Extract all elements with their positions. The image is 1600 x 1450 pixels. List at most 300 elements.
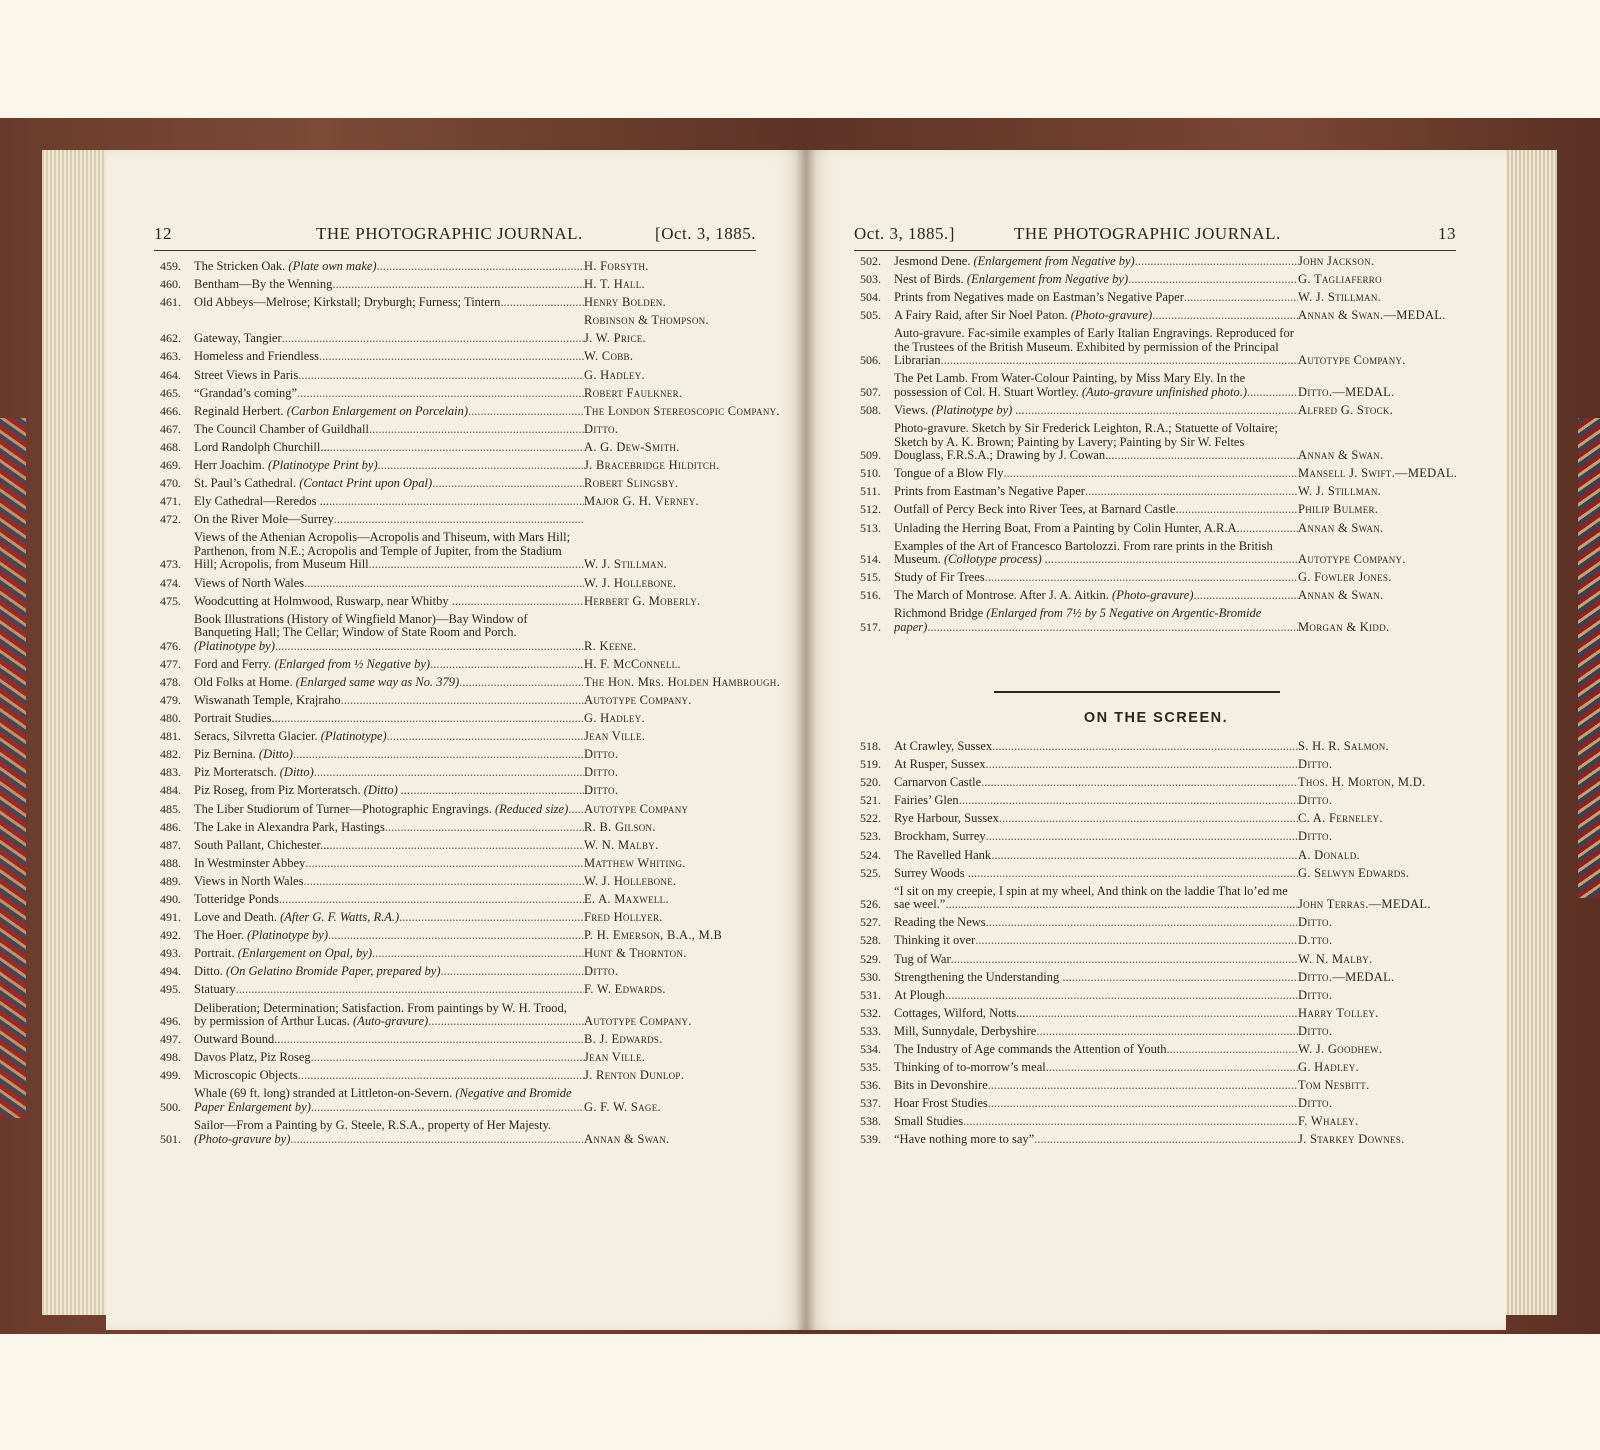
entry-note: (Ditto) — [279, 766, 314, 780]
entry-number: 534. — [860, 1042, 881, 1056]
exhibitor-name: Ditto. — [1298, 793, 1333, 808]
exhibitor-name: Autotype Company. — [1298, 552, 1406, 567]
issue-date: [Oct. 3, 1885. — [655, 224, 756, 243]
entry-title-text: The Liber Studiorum of Turner—Photographic Engravings. — [194, 802, 492, 816]
list-item — [160, 839, 766, 853]
exhibitor-name: P. H. Emerson, B.A., M.B — [584, 928, 723, 943]
entry-title — [894, 1043, 1298, 1057]
entry-title-text: Totteridge Ponds — [194, 893, 279, 906]
entry-title-text: Prints from Eastman’s Negative Paper — [894, 485, 1085, 499]
entry-number: 488. — [160, 855, 181, 870]
entry-title-text: “Have nothing more to say” — [894, 1133, 1035, 1147]
list-item — [160, 1069, 766, 1083]
entry-title — [194, 947, 584, 961]
exhibitor-name: Autotype Company — [584, 801, 689, 816]
entry-title-text: Hoar Frost Studies — [894, 1097, 988, 1111]
entry-number: 460. — [160, 277, 181, 292]
exhibitor-name: G. Hadley. — [584, 711, 645, 726]
entry-title-text: Bits in Devonshire — [894, 1079, 988, 1093]
entry-title — [194, 658, 584, 672]
entry-title — [194, 803, 584, 817]
entry-title-text: Outfall of Percy Beck into River Tees, at Barnard Castle — [894, 503, 1176, 517]
entry-title — [194, 929, 584, 943]
list-item — [160, 296, 766, 310]
entry-title — [894, 1025, 1298, 1039]
entry-title — [194, 1119, 584, 1146]
list-item — [860, 291, 1466, 305]
entry-number: 476. — [160, 638, 181, 653]
entry-number: 483. — [160, 765, 181, 780]
section-rule — [994, 691, 1280, 693]
entry-title — [894, 812, 1298, 826]
entry-title — [894, 776, 1298, 790]
entry-title — [894, 309, 1298, 323]
exhibitor-name: Ditto. — [584, 747, 619, 762]
entry-title-text: Jesmond Dene. — [894, 255, 971, 268]
entry-title — [894, 1007, 1298, 1021]
entry-number: 511. — [860, 484, 881, 499]
entry-note: (Photo-gravure) — [1070, 309, 1153, 323]
entry-title — [194, 748, 584, 762]
entry-title — [894, 794, 1298, 808]
exhibitor-name: Ditto. — [1298, 987, 1333, 1002]
entry-note: (Enlarged same way as No. 379) — [295, 675, 460, 689]
entry-title-text: Homeless and Friendless — [194, 350, 319, 364]
list-item — [860, 740, 1466, 754]
entry-number: 478. — [160, 674, 181, 689]
exhibitor-name: Tom Nesbitt. — [1298, 1078, 1370, 1093]
entry-note: (Ditto) ... — [363, 784, 411, 798]
entry-number: 504. — [860, 290, 881, 305]
list-item — [160, 694, 766, 708]
entry-note: (Enlargement from Negative by) — [973, 255, 1135, 268]
entry-number: 508. — [860, 403, 881, 418]
exhibitor-name: Ditto. — [584, 421, 619, 436]
entry-note: (Plate own make) — [288, 260, 377, 273]
exhibitor-name: D.tto. — [1298, 933, 1333, 948]
exhibitor-name: Ditto. — [1298, 1023, 1333, 1038]
list-item — [160, 983, 766, 997]
exhibitor-name: Ditto.—MEDAL. — [1298, 384, 1395, 399]
entry-number: 479. — [160, 692, 181, 707]
entry-title — [194, 477, 584, 491]
section-title: ON THE SCREEN. — [1083, 710, 1229, 726]
exhibitor-name: G. Selwyn Edwards. — [1298, 865, 1410, 880]
entry-title-text: “I sit on my creepie, I spin at my wheel, And think on the laddie That lo’ed me sae weel.” — [894, 884, 1288, 912]
entry-number: 490. — [160, 892, 181, 906]
exhibitor-name: Hunt & Thornton. — [584, 946, 687, 961]
entry-title-text: Davos Platz, Piz Roseg — [194, 1051, 311, 1065]
entry-number: 503. — [860, 272, 881, 287]
entry-title-text: The Hoer. — [194, 929, 244, 943]
entry-title — [194, 857, 584, 871]
list-item — [160, 893, 766, 907]
list-item — [160, 387, 766, 401]
list-item — [860, 916, 1466, 930]
entry-title-text: Auto-gravure. Fac-simile examples of Early Italian Engravings. Reproduced for the Trustees of the British Museum. Exhibited by permission of the Principal Librarian — [894, 327, 1294, 368]
entry-title — [194, 531, 584, 572]
entry-number: 498. — [160, 1050, 181, 1065]
marbled-endpaper-right — [1578, 418, 1600, 898]
book-gutter — [796, 150, 816, 1330]
entry-title-text: Seracs, Silvretta Glacier. — [194, 730, 318, 744]
exhibitor-name: G. Hadley. — [584, 367, 645, 382]
entry-title-text: Wiswanath Temple, Krajraho — [194, 693, 341, 707]
exhibitor-name: A. Donald. — [1298, 847, 1360, 862]
exhibitor-name: W. J. Hollebone. — [584, 575, 677, 590]
entry-title-text: Street Views in Paris — [194, 368, 299, 382]
entry-note: (Ditto) — [258, 748, 293, 762]
entry-number: 510. — [860, 466, 881, 481]
entry-number: 524. — [860, 847, 881, 862]
list-item — [160, 278, 766, 292]
entry-title — [894, 404, 1298, 418]
running-title: THE PHOTOGRAPHIC JOURNAL. — [1014, 224, 1281, 243]
exhibitor-name: H. Forsyth. — [584, 259, 649, 273]
exhibitor-name: S. H. R. Salmon. — [1298, 739, 1389, 753]
entry-title-text: Reading the News — [894, 916, 986, 930]
exhibitor-name: A. G. Dew-Smith. — [584, 439, 680, 454]
entry-title — [894, 971, 1298, 985]
entry-title-text: Deliberation; Determination; Satisfaction. From paintings by W. H. Trood, by permission of Arthur Lucas. — [194, 1001, 567, 1029]
entry-title — [894, 327, 1298, 368]
exhibitor-name: Autotype Company. — [1298, 353, 1406, 368]
entry-title — [194, 1069, 584, 1083]
entry-title-text: Brockham, Surrey — [894, 830, 986, 844]
list-item — [860, 571, 1466, 585]
entry-title — [194, 911, 584, 925]
list-item — [860, 372, 1466, 399]
list-item — [860, 758, 1466, 772]
entry-title — [194, 839, 584, 853]
list-item — [160, 929, 766, 943]
list-item — [160, 613, 766, 654]
list-item — [160, 730, 766, 744]
exhibitor-name: The London Stereoscopic Company. — [584, 403, 780, 418]
list-item — [160, 1051, 766, 1065]
exhibitor-name: B. J. Edwards. — [584, 1032, 663, 1047]
marbled-endpaper-left — [0, 418, 26, 1118]
exhibitor-name: H. T. Hall. — [584, 277, 645, 292]
list-item — [860, 255, 1466, 269]
entry-title-text: The Council Chamber of Guildhall — [194, 422, 369, 436]
entry-number: 465. — [160, 385, 181, 400]
right-page — [806, 150, 1506, 1330]
exhibitor-name: W. Cobb. — [584, 349, 634, 364]
entry-title — [894, 467, 1298, 481]
entry-title — [194, 676, 584, 690]
entry-number: 520. — [860, 775, 881, 790]
entry-title-text: Views of the Athenian Acropolis—Acropolis and Thiseum, with Mars Hill; Parthenon, from N.E.; Acropolis and Temple of Jupiter, from the Stadium Hill; Acropolis, from Museum Hill — [194, 531, 571, 572]
entry-title — [194, 405, 584, 419]
list-item — [160, 477, 766, 491]
entry-title-text: Bentham—By the Wenning — [194, 278, 333, 292]
entry-number: 527. — [860, 915, 881, 930]
entry-title — [194, 513, 584, 527]
list-item — [860, 867, 1466, 881]
entry-title — [894, 503, 1298, 517]
entry-title-text: Portrait. — [194, 947, 235, 961]
exhibitor-name: Henry Bolden. — [584, 295, 667, 310]
entry-title — [194, 965, 584, 979]
entry-note: (Platinotype by) — [194, 638, 275, 653]
entry-number: 517. — [860, 619, 881, 634]
list-item — [860, 404, 1466, 418]
list-item — [160, 260, 766, 274]
entry-title — [194, 332, 584, 346]
entry-number: 515. — [860, 570, 881, 585]
entry-number: 513. — [860, 520, 881, 535]
list-item — [860, 776, 1466, 790]
entry-title — [894, 571, 1298, 585]
list-item — [860, 885, 1466, 912]
entry-title — [194, 613, 584, 654]
exhibitor-name: W. N. Malby. — [584, 837, 659, 852]
entry-title-text: Thinking it over — [894, 934, 976, 948]
list-item — [860, 1115, 1466, 1129]
entry-number: 462. — [160, 331, 181, 346]
entry-title-text: Piz Roseg, from Piz Morteratsch. — [194, 784, 361, 798]
entry-title-text: Microscopic Objects — [194, 1069, 298, 1083]
entry-title-text: “Grandad’s coming” — [194, 386, 298, 400]
entry-note: (Negative and Bromide Paper Enlargement by) — [194, 1087, 572, 1114]
entry-title — [194, 1002, 584, 1029]
entry-title-text: Ditto. — [194, 965, 223, 979]
entry-note: (Auto-gravure) — [353, 1014, 429, 1029]
entry-number: 522. — [860, 811, 881, 826]
entry-title — [894, 953, 1298, 967]
list-item — [160, 857, 766, 871]
entry-title — [894, 1079, 1298, 1093]
entry-title — [894, 758, 1298, 772]
entry-title-text: Small Studies — [894, 1115, 964, 1129]
entry-title-text: Tongue of a Blow Fly — [894, 467, 1004, 481]
entry-note: (Photo-gravure by) — [194, 1131, 291, 1146]
exhibitor-name: Jean Ville. — [584, 729, 646, 744]
exhibitor-name: C. A. Ferneley. — [1298, 811, 1383, 826]
exhibitor-name: Morgan & Kidd. — [1298, 619, 1390, 634]
exhibitor-name: Annan & Swan. — [584, 1131, 670, 1146]
entry-title-text: The Pet Lamb. From Water-Colour Painting, by Miss Mary Ely. In the possession of Col. H. Stuart Wortley. — [894, 372, 1246, 399]
exhibitor-name: J. Bracebridge Hilditch. — [584, 458, 720, 473]
entry-number: 502. — [860, 254, 881, 268]
entry-title-text: Piz Bernina. — [194, 748, 256, 762]
exhibitor-name: Harry Tolley. — [1298, 1005, 1379, 1020]
entry-title-text: Strengthening the Understanding ... — [894, 970, 1072, 984]
entry-note: (Carbon Enlargement on Porcelain) — [286, 404, 469, 418]
entry-number: 518. — [860, 739, 881, 753]
exhibitor-name: Ditto. — [584, 964, 619, 979]
entry-title — [194, 260, 584, 274]
entry-title — [194, 730, 584, 744]
exhibitor-name: W. N. Malby. — [1298, 951, 1373, 966]
list-item — [860, 1025, 1466, 1039]
exhibitor-name: Annan & Swan. — [1298, 520, 1384, 535]
entry-title — [894, 1061, 1298, 1075]
list-item — [860, 1007, 1466, 1021]
entry-number: 539. — [860, 1132, 881, 1147]
entry-title — [194, 712, 584, 726]
entry-title — [194, 369, 584, 383]
exhibitor-name: W. J. Stillman. — [1298, 290, 1382, 305]
entry-note: (Platinotype) — [320, 730, 387, 744]
entry-note: (Platinotype by) ... — [931, 404, 1025, 418]
entry-number: 493. — [160, 946, 181, 961]
entry-number: 500. — [160, 1099, 181, 1114]
entry-title-text: Unlading the Herring Boat, From a Painting by Colin Hunter, A.R.A. — [894, 521, 1240, 535]
list-item — [160, 441, 766, 455]
entry-title — [194, 459, 584, 473]
exhibitor-name: Mansell J. Swift.—MEDAL. — [1298, 466, 1458, 481]
list-item — [160, 1087, 766, 1114]
entry-number: 501. — [160, 1131, 181, 1146]
issue-date: Oct. 3, 1885.] — [854, 224, 955, 243]
entry-title — [194, 1051, 584, 1065]
entry-title — [894, 849, 1298, 863]
entry-title-text: Portrait Studies... — [194, 712, 281, 726]
entry-title — [894, 291, 1298, 305]
entry-title-text: Views of North Wales — [194, 576, 305, 590]
entry-title-text: Examples of the Art of Francesco Bartolozzi. From rare prints in the British Museum. — [894, 539, 1273, 567]
entry-title-text: St. Paul’s Cathedral. — [194, 477, 297, 491]
list-item — [160, 766, 766, 780]
entry-number: 521. — [860, 793, 881, 808]
entry-number: 512. — [860, 502, 881, 517]
entry-title — [894, 740, 1298, 754]
entry-title-text: The Stricken Oak. — [194, 260, 286, 273]
list-item — [860, 503, 1466, 517]
entry-title — [894, 422, 1298, 463]
entry-number: 461. — [160, 295, 181, 310]
entry-title — [194, 694, 584, 708]
list-item — [160, 332, 766, 346]
entry-title — [194, 1087, 584, 1114]
exhibitor-name: Jean Ville. — [584, 1050, 646, 1065]
entry-title-text: Woodcutting at Holmwood, Ruswarp, near Whitby ... — [194, 594, 462, 608]
exhibitor-name: Philip Bulmer. — [1298, 502, 1379, 517]
entry-note: (Platinotype by) — [247, 929, 328, 943]
entry-number: 469. — [160, 458, 181, 473]
entry-title — [894, 607, 1298, 634]
entry-title-text: Photo-gravure. Sketch by Sir Frederick Leighton, R.A.; Statuette of Voltaire; Sketch by A. K. Brown; Painting by Lavery; Painting by Sir W. Feltes Douglass, F.R.S.A.; Drawing by J. Cowan... — [894, 422, 1278, 463]
entry-title — [194, 821, 584, 835]
exhibitor-name: Annan & Swan.—MEDAL. — [1298, 308, 1446, 323]
entry-number: 505. — [860, 308, 881, 323]
entry-number: 471. — [160, 494, 181, 509]
entry-number: 472. — [160, 512, 181, 527]
list-item — [860, 1079, 1466, 1093]
exhibitor-name: W. J. Goodhew. — [1298, 1042, 1383, 1056]
exhibitor-name: G. Hadley. — [1298, 1060, 1359, 1075]
entry-title — [894, 830, 1298, 844]
entry-title — [194, 983, 584, 997]
entry-title — [194, 296, 584, 310]
exhibitor-name: H. F. McConnell. — [584, 656, 681, 671]
entry-number: 485. — [160, 801, 181, 816]
page-number: 12 — [154, 224, 172, 243]
entry-number: 526. — [860, 897, 881, 912]
exhibitor-name: Ditto. — [1298, 829, 1333, 844]
entry-title-text: Mill, Sunnydale, Derbyshire — [894, 1024, 1037, 1038]
exhibitor-name: Robert Faulkner. — [584, 385, 683, 400]
exhibit-list-right — [860, 255, 1466, 639]
page-edges-left — [42, 150, 106, 1315]
list-item — [860, 830, 1466, 844]
list-item — [160, 495, 766, 509]
entry-number: 516. — [860, 588, 881, 603]
list-item — [160, 748, 766, 762]
list-item — [160, 947, 766, 961]
list-item — [860, 273, 1466, 287]
entry-number: 530. — [860, 969, 881, 984]
entry-title — [894, 589, 1298, 603]
entry-number: 509. — [860, 448, 881, 463]
entry-number: 528. — [860, 933, 881, 948]
entry-number: 477. — [160, 656, 181, 671]
list-item — [860, 589, 1466, 603]
exhibitor-name: R. Keene. — [584, 638, 637, 653]
list-item — [160, 531, 766, 572]
list-item — [860, 794, 1466, 808]
list-item — [160, 712, 766, 726]
entry-title-text: At Plough — [894, 988, 946, 1002]
page-edges-right — [1505, 150, 1557, 1315]
exhibitor-name: John Jackson. — [1298, 254, 1375, 268]
entry-title — [194, 387, 584, 401]
exhibitor-name: E. A. Maxwell. — [584, 892, 669, 906]
entry-number: 484. — [160, 783, 181, 798]
exhibitor-name: Robinson & Thompson. — [584, 313, 709, 328]
entry-note: (Collotype process) ... — [944, 552, 1055, 567]
entry-title-text: Ely Cathedral—Reredos ... — [194, 495, 330, 509]
exhibitor-name: John Terras.—MEDAL. — [1298, 897, 1431, 912]
entry-title-text: The Lake in Alexandra Park, Hastings — [194, 820, 385, 834]
on-the-screen-list — [860, 740, 1466, 1152]
entry-number: 468. — [160, 439, 181, 454]
entry-title — [894, 273, 1298, 287]
list-item — [860, 309, 1466, 323]
entry-title-text: Statuary — [194, 983, 236, 997]
entry-number: 482. — [160, 747, 181, 762]
entry-number: 467. — [160, 421, 181, 436]
list-item — [860, 1061, 1466, 1075]
entry-note: (On Gelatino Bromide Paper, prepared by) — [225, 965, 441, 979]
list-item — [860, 812, 1466, 826]
entry-title-text: Piz Morteratsch. — [194, 766, 277, 780]
list-item — [860, 1133, 1466, 1147]
list-item — [160, 803, 766, 817]
list-item — [860, 989, 1466, 1003]
entry-number: 463. — [160, 349, 181, 364]
entry-title-text: Carnarvon Castle — [894, 776, 982, 790]
exhibitor-name: W. J. Stillman. — [1298, 484, 1382, 499]
list-item — [160, 595, 766, 609]
entry-title — [894, 485, 1298, 499]
entry-title-text: Book Illustrations (History of Wingfield Manor)—Bay Window of Banqueting Hall; The Cellar; Window of State Room and Porch. — [194, 612, 528, 640]
entry-title-text: Fairies’ Glen — [894, 794, 959, 808]
entry-number: 537. — [860, 1096, 881, 1111]
list-item — [860, 1097, 1466, 1111]
entry-note: (Enlarged from 7½ by 5 Negative on Argentic-Bromide paper) — [894, 607, 1262, 634]
entry-number: 535. — [860, 1060, 881, 1075]
list-item — [160, 459, 766, 473]
exhibitor-name: W. J. Stillman. — [584, 557, 668, 572]
list-item — [160, 821, 766, 835]
entry-number: 481. — [160, 729, 181, 744]
entry-title-text: Old Abbeys—Melrose; Kirkstall; Dryburgh; Furness; Tintern — [194, 296, 501, 310]
entry-title — [194, 278, 584, 292]
entry-number: 480. — [160, 711, 181, 726]
